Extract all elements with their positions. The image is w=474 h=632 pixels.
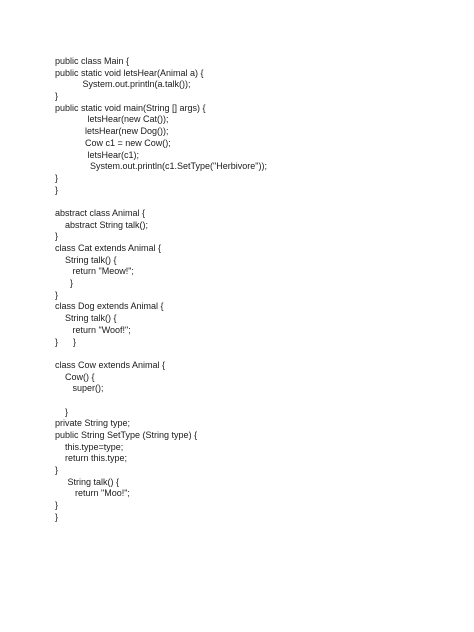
code-line: }: [55, 91, 59, 102]
code-line: this.type=type;: [55, 441, 124, 452]
code-line: }: [55, 184, 59, 195]
code-line: return "Woof!";: [55, 324, 131, 335]
code-line: Cow() {: [55, 371, 95, 382]
code-line: public class Main {: [55, 56, 130, 66]
code-line: String talk() {: [55, 313, 117, 324]
blank-line: [55, 348, 267, 360]
code-line: public static void letsHear(Animal a) {: [55, 67, 204, 78]
code-line: }: [55, 289, 59, 300]
code-line: class Cow extends Animal {: [55, 359, 166, 370]
code-line: }: [55, 278, 74, 289]
code-line: }: [55, 406, 69, 417]
code-line: }: [55, 500, 59, 511]
code-line: letsHear(c1);: [55, 149, 140, 160]
code-line: letsHear(new Dog());: [55, 126, 169, 137]
code-line: String talk() {: [55, 476, 120, 487]
code-line: Cow c1 = new Cow();: [55, 137, 171, 148]
blank-line: [55, 395, 267, 407]
code-line: System.out.println(c1.SetType("Herbivore"));: [55, 161, 267, 172]
code-line: class Cat extends Animal {: [55, 243, 162, 253]
code-line: }: [55, 511, 59, 522]
code-line: }: [55, 172, 59, 183]
code-line: class Dog extends Animal {: [55, 301, 164, 312]
blank-line: [55, 196, 267, 208]
code-line: public String SetType (String type) {: [55, 430, 198, 440]
code-line: abstract class Animal {: [55, 207, 146, 218]
code-line: private String type;: [55, 418, 131, 429]
code-line: super();: [55, 383, 104, 394]
code-line: }: [55, 231, 59, 242]
code-line: return "Moo!";: [55, 488, 130, 499]
code-line: abstract String talk();: [55, 219, 149, 230]
code-line: System.out.println(a.talk());: [55, 79, 191, 90]
code-line: String talk() {: [55, 254, 117, 265]
code-listing: [55, 56, 267, 524]
code-line: }: [55, 465, 59, 476]
code-line: letsHear(new Cat());: [55, 114, 169, 125]
code-line: public static void main(String [] args) {: [55, 102, 206, 113]
code-line: return this.type;: [55, 453, 128, 464]
code-line: return "Meow!";: [55, 266, 134, 277]
code-line: } }: [55, 336, 77, 347]
